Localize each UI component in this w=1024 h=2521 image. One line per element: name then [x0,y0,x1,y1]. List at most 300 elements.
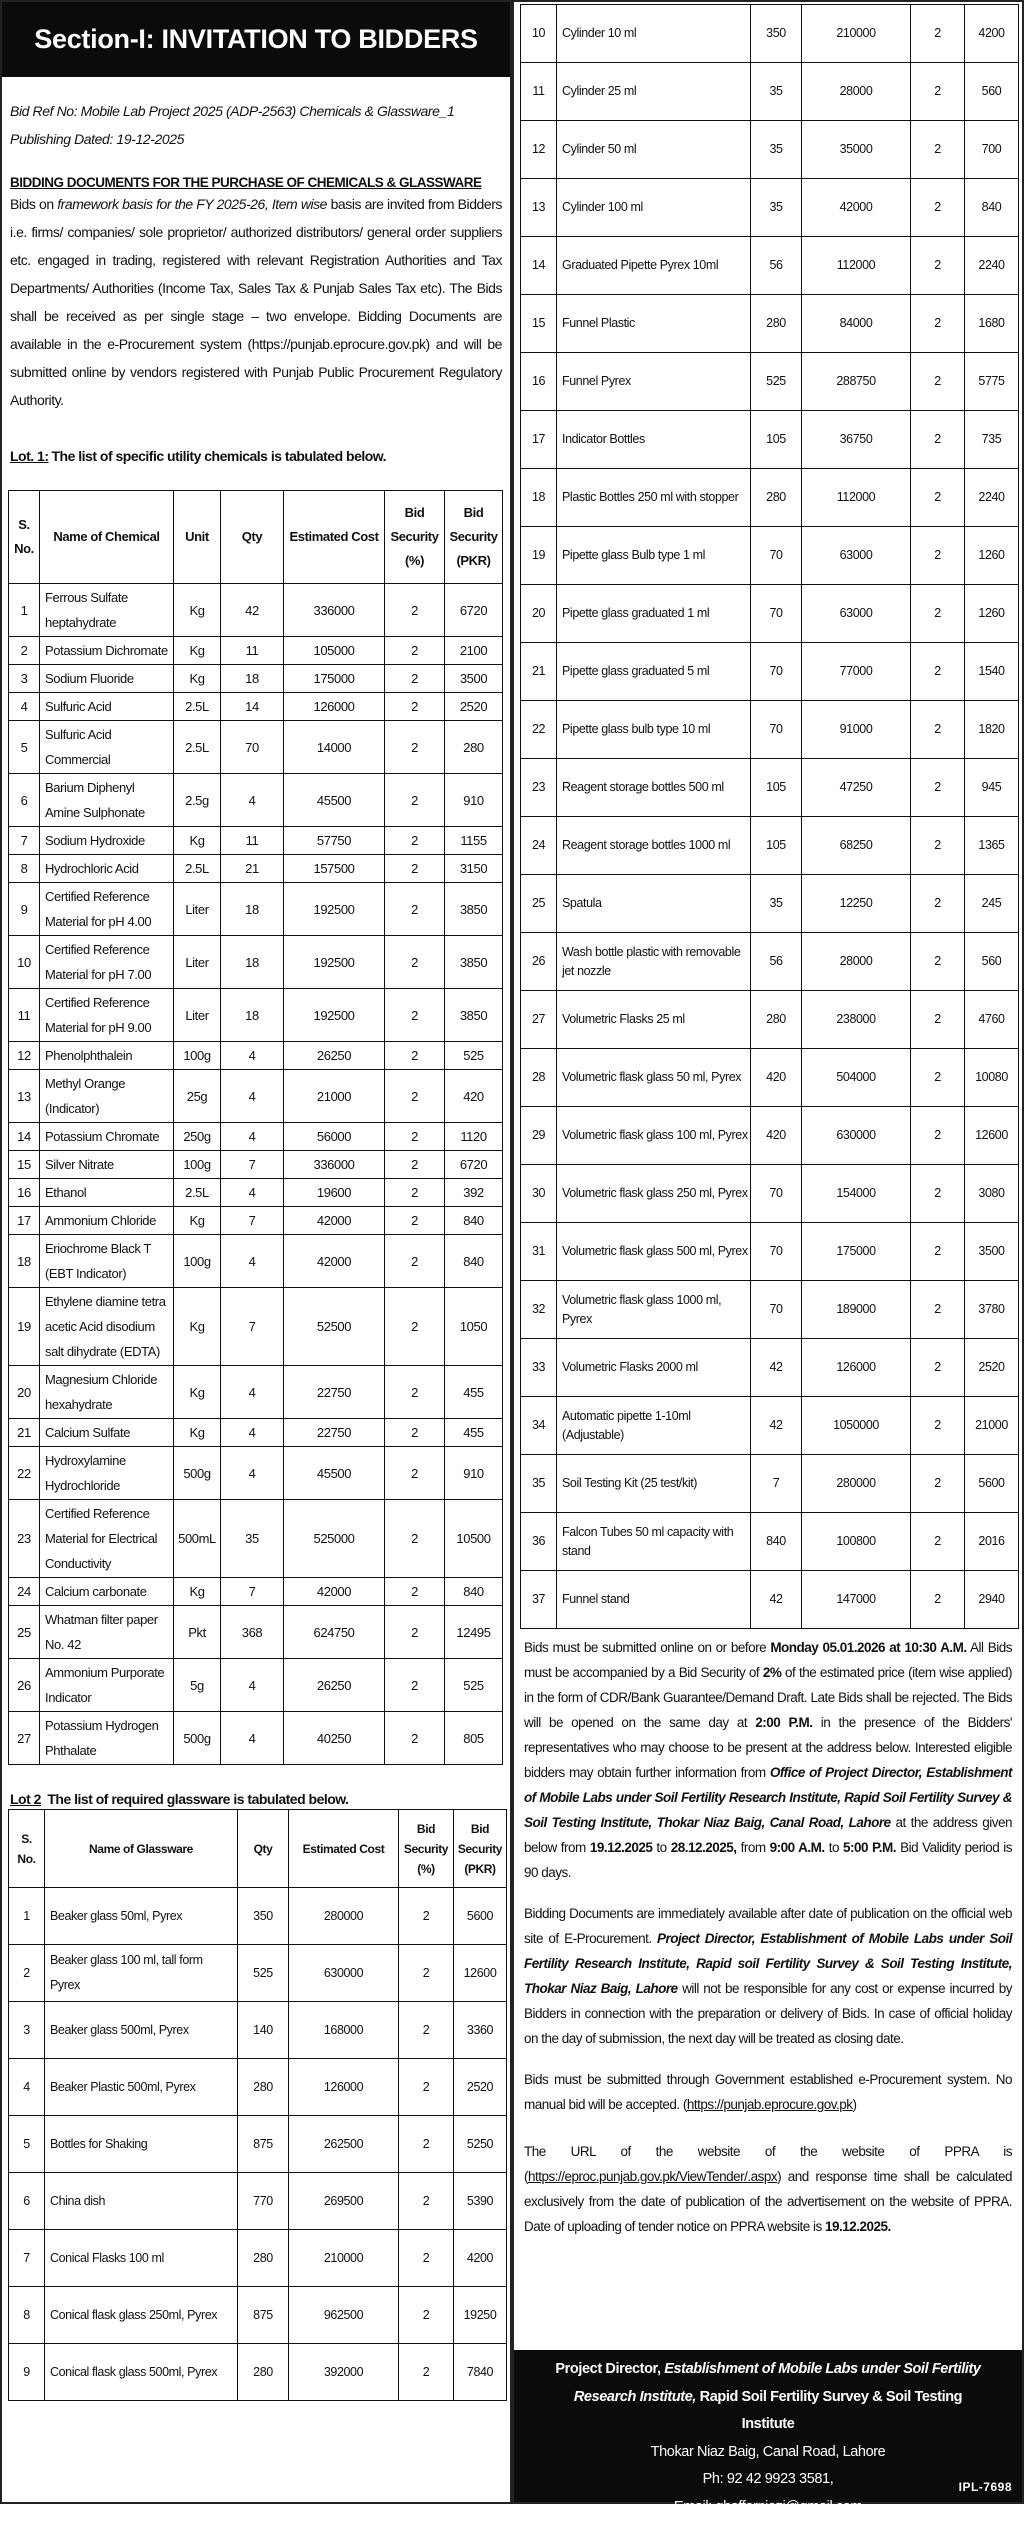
cell-qty: 525 [751,353,802,411]
cell-name: Funnel Pyrex [557,353,751,411]
cell-name: China dish [45,2173,238,2230]
table-row [521,527,1019,585]
cell-bid-security-pkr: 1050 [445,1288,503,1366]
cell-qty: 70 [221,721,284,774]
cell-estimated-cost: 192500 [284,989,385,1042]
text-segment: Monday 05.01.2026 at 10:30 A.M. [770,1640,966,1655]
cell-bid-security-percent: 2 [911,1049,965,1107]
cell-bid-security-pkr: 3850 [445,936,503,989]
cell-bid-security-pkr: 3360 [454,2002,507,2059]
cell-name: Volumetric flask glass 500 ml, Pyrex [557,1223,751,1281]
cell-qty: 70 [751,585,802,643]
cell-sno: 11 [9,989,40,1042]
cell-estimated-cost: 630000 [802,1107,911,1165]
cell-qty: 280 [238,2059,289,2116]
cell-estimated-cost: 84000 [802,295,911,353]
text-segment: Bids on [10,196,57,212]
cell-sno: 26 [521,933,557,991]
cell-bid-security-percent: 2 [399,2002,454,2059]
cell-bid-security-pkr: 1155 [445,827,503,855]
cell-name: Volumetric Flasks 2000 ml [557,1339,751,1397]
cell-bid-security-pkr: 2240 [965,237,1019,295]
cell-qty: 70 [751,527,802,585]
cell-sno: 26 [9,1659,40,1712]
cell-estimated-cost: 262500 [289,2116,399,2173]
table-row [9,989,503,1042]
cell-bid-security-percent: 2 [385,827,445,855]
cell-bid-security-percent: 2 [385,1578,445,1606]
cell-bid-security-pkr: 5250 [454,2116,507,2173]
cell-sno: 23 [9,1500,40,1578]
cell-bid-security-pkr: 6720 [445,1151,503,1179]
cell-sno: 22 [521,701,557,759]
cell-estimated-cost: 45500 [284,774,385,827]
cell-estimated-cost: 154000 [802,1165,911,1223]
cell-sno: 29 [521,1107,557,1165]
cell-bid-security-percent: 2 [911,121,965,179]
cell-qty: 350 [238,1888,289,1945]
cell-sno: 2 [9,637,40,665]
cell-unit: 500g [174,1447,221,1500]
table-row [521,817,1019,875]
table-row [521,1049,1019,1107]
cell-name: Cylinder 10 ml [557,5,751,63]
cell-bid-security-pkr: 1120 [445,1123,503,1151]
lot2-label [10,1791,502,1807]
cell-qty: 280 [238,2230,289,2287]
cell-sno: 8 [9,855,40,883]
cell-bid-security-pkr: 5775 [965,353,1019,411]
ad-code: IPL-7698 [959,2480,1012,2494]
cell-qty: 875 [238,2116,289,2173]
cell-name: Cylinder 50 ml [557,121,751,179]
cell-sno: 4 [9,2059,45,2116]
left-column [0,0,512,2504]
cell-sno: 14 [521,237,557,295]
cell-unit: 500mL [174,1500,221,1578]
cell-qty: 42 [751,1339,802,1397]
cell-sno: 12 [521,121,557,179]
cell-bid-security-percent: 2 [399,2287,454,2344]
cell-bid-security-percent: 2 [385,1123,445,1151]
cell-estimated-cost: 63000 [802,527,911,585]
cell-bid-security-percent: 2 [911,1165,965,1223]
cell-unit: 2.5L [174,721,221,774]
url-link[interactable]: https://punjab.eprocure.gov.pk [687,2097,853,2112]
cell-bid-security-pkr: 3850 [445,989,503,1042]
cell-qty: 35 [751,179,802,237]
table-row [9,584,503,637]
cell-estimated-cost: 175000 [284,665,385,693]
cell-qty: 18 [221,989,284,1042]
cell-bid-security-percent: 2 [911,875,965,933]
cell-bid-security-pkr: 420 [445,1070,503,1123]
column-header: Bid Security (%) [385,491,445,584]
e-procurement-note [514,2067,1022,2117]
table-row [9,774,503,827]
cell-estimated-cost: 147000 [802,1571,911,1629]
cell-name: Ammonium Chloride [40,1207,174,1235]
text-segment: Bidding Documents are immediately available after date of publication on the official web site of E-Procurement. [524,1906,1012,1946]
cell-qty: 7 [221,1578,284,1606]
cell-qty: 4 [221,1042,284,1070]
text-segment: to [652,1840,670,1855]
cell-estimated-cost: 19600 [284,1179,385,1207]
cell-bid-security-pkr: 5390 [454,2173,507,2230]
text-segment: from [737,1840,770,1855]
table-row [9,883,503,936]
cell-sno: 2 [9,1945,45,2002]
cell-estimated-cost: 189000 [802,1281,911,1339]
cell-bid-security-percent: 2 [911,1571,965,1629]
table-row [9,1235,503,1288]
cell-bid-security-percent: 2 [911,759,965,817]
cell-bid-security-percent: 2 [911,5,965,63]
cell-bid-security-pkr: 1260 [965,527,1019,585]
lot2-label-prefix: Lot 2 [10,1791,41,1807]
table-row [9,1042,503,1070]
cell-bid-security-pkr: 525 [445,1659,503,1712]
cell-bid-security-pkr: 12600 [965,1107,1019,1165]
text-segment: 2:00 P.M. [755,1715,812,1730]
cell-bid-security-percent: 2 [911,527,965,585]
cell-estimated-cost: 91000 [802,701,911,759]
table-row [521,643,1019,701]
cell-qty: 18 [221,936,284,989]
text-segment: Bids must be submitted online on or before [524,1640,770,1655]
cell-bid-security-pkr: 12600 [454,1945,507,2002]
cell-qty: 4 [221,1712,284,1765]
text-segment: Bid Validity period is 90 days. [524,1840,1012,1880]
table-header-row [9,1810,507,1888]
cell-sno: 24 [9,1578,40,1606]
cell-name: Eriochrome Black T (EBT Indicator) [40,1235,174,1288]
table-row [9,1659,503,1712]
cell-sno: 9 [9,2344,45,2401]
submission-terms [514,1635,1022,1885]
glassware-table-continued [520,4,1019,1629]
cell-qty: 105 [751,817,802,875]
cell-estimated-cost: 45500 [284,1447,385,1500]
cell-estimated-cost: 28000 [802,933,911,991]
cell-sno: 28 [521,1049,557,1107]
table-row [521,63,1019,121]
cell-sno: 7 [9,827,40,855]
section-heading: BIDDING DOCUMENTS FOR THE PURCHASE OF CHEMICALS & GLASSWARE [10,175,502,190]
cell-name: Funnel Plastic [557,295,751,353]
table-row [9,1606,503,1659]
cell-qty: 7 [221,1151,284,1179]
cell-bid-security-percent: 2 [911,701,965,759]
cell-bid-security-pkr: 3850 [445,883,503,936]
cell-bid-security-pkr: 3500 [445,665,503,693]
cell-name: Ethanol [40,1179,174,1207]
cell-bid-security-pkr: 2520 [454,2059,507,2116]
footer-office [514,2356,1022,2439]
cell-estimated-cost: 42000 [284,1207,385,1235]
table-row [521,701,1019,759]
cell-sno: 6 [9,774,40,827]
cell-name: Volumetric flask glass 250 ml, Pyrex [557,1165,751,1223]
table-row [9,2344,507,2401]
cell-bid-security-percent: 2 [385,584,445,637]
cell-unit: 100g [174,1235,221,1288]
table-row [9,1288,503,1366]
cell-name: Phenolphthalein [40,1042,174,1070]
cell-qty: 18 [221,883,284,936]
footer-phone: Ph: 92 42 9923 3581, [514,2466,1022,2494]
footer-email-line [674,2494,862,2521]
cell-qty: 4 [221,774,284,827]
cell-sno: 16 [9,1179,40,1207]
cell-qty: 4 [221,1366,284,1419]
cell-unit: Kg [174,1207,221,1235]
table-header-row [9,491,503,584]
cell-estimated-cost: 22750 [284,1366,385,1419]
cell-qty: 70 [751,1165,802,1223]
cell-bid-security-pkr: 2520 [965,1339,1019,1397]
cell-qty: 4 [221,1235,284,1288]
cell-estimated-cost: 100800 [802,1513,911,1571]
url-link[interactable]: https://eproc.punjab.gov.pk/ViewTender/.aspx [528,2169,777,2184]
table-row [521,295,1019,353]
cell-bid-security-pkr: 1260 [965,585,1019,643]
table-row [9,1366,503,1419]
cell-bid-security-percent: 2 [385,1070,445,1123]
cell-estimated-cost: 68250 [802,817,911,875]
cell-unit: Liter [174,989,221,1042]
cell-unit: 2.5L [174,855,221,883]
cell-name: Pipette glass Bulb type 1 ml [557,527,751,585]
cell-sno: 24 [521,817,557,875]
cell-bid-security-percent: 2 [911,585,965,643]
text-segment: of the estimated price (item wise applied) in the form of CDR/Bank Guarantee/Demand Draft. Late Bids shall be rejected. The Bids will be opened on the same day at [524,1665,1012,1730]
cell-estimated-cost: 624750 [284,1606,385,1659]
cell-name: Sulfuric Acid Commercial [40,721,174,774]
cell-estimated-cost: 168000 [289,2002,399,2059]
cell-bid-security-pkr: 5600 [965,1455,1019,1513]
table-row [9,1888,507,1945]
cell-estimated-cost: 962500 [289,2287,399,2344]
cell-sno: 6 [9,2173,45,2230]
cell-name: Ammonium Purporate Indicator [40,1659,174,1712]
text-segment: Office of Project Director, Establishment of Mobile Labs under Soil Fertility Research Institute, Rapid Soil Fertility Survey & Soil Testing Institute, Thokar Niaz Baig, Canal Road, Lahore [524,1765,1012,1830]
cell-qty: 11 [221,637,284,665]
email-link[interactable]: ghaffarniazi@gmail.com [715,2499,862,2515]
cell-unit: Liter [174,936,221,989]
cell-name: Beaker glass 100 ml, tall form Pyrex [45,1945,238,2002]
cell-sno: 1 [9,584,40,637]
cell-bid-security-pkr: 560 [965,63,1019,121]
table-row [9,855,503,883]
cell-sno: 27 [521,991,557,1049]
cell-name: Silver Nitrate [40,1151,174,1179]
cell-bid-security-pkr: 2240 [965,469,1019,527]
table-row [521,1571,1019,1629]
cell-unit: 500g [174,1712,221,1765]
bid-ref: Bid Ref No: Mobile Lab Project 2025 (ADP-2563) Chemicals & Glassware_1 [10,97,502,125]
cell-unit: 25g [174,1070,221,1123]
cell-qty: 21 [221,855,284,883]
cell-name: Sulfuric Acid [40,693,174,721]
cell-name: Beaker glass 50ml, Pyrex [45,1888,238,1945]
table-row [9,1447,503,1500]
chemicals-table [8,490,503,1765]
cell-qty: 35 [751,875,802,933]
cell-name: Plastic Bottles 250 ml with stopper [557,469,751,527]
text-segment: to [825,1840,843,1855]
cell-name: Barium Diphenyl Amine Sulphonate [40,774,174,827]
cell-sno: 5 [9,721,40,774]
cell-bid-security-percent: 2 [385,1151,445,1179]
cell-name: Hydroxylamine Hydrochloride [40,1447,174,1500]
cell-bid-security-pkr: 245 [965,875,1019,933]
cell-sno: 19 [9,1288,40,1366]
table-row [9,2173,507,2230]
cell-unit: 5g [174,1659,221,1712]
cell-qty: 7 [751,1455,802,1513]
column-header: Bid Security (PKR) [445,491,503,584]
cell-name: Potassium Chromate [40,1123,174,1151]
cell-bid-security-percent: 2 [385,693,445,721]
table-row [521,875,1019,933]
cell-bid-security-pkr: 1365 [965,817,1019,875]
cell-sno: 20 [521,585,557,643]
lot1-label [10,448,502,464]
cell-bid-security-pkr: 280 [445,721,503,774]
cell-bid-security-pkr: 7840 [454,2344,507,2401]
column-header: Qty [221,491,284,584]
ppra-note [514,2139,1022,2239]
cell-bid-security-percent: 2 [911,1339,965,1397]
cell-bid-security-percent: 2 [399,1888,454,1945]
cell-sno: 36 [521,1513,557,1571]
cell-bid-security-percent: 2 [911,1223,965,1281]
lot1-label-prefix: Lot. 1: [10,448,49,464]
table-row [521,469,1019,527]
cell-estimated-cost: 52500 [284,1288,385,1366]
cell-bid-security-percent: 2 [385,883,445,936]
cell-name: Certified Reference Material for Electrical Conductivity [40,1500,174,1578]
cell-bid-security-pkr: 392 [445,1179,503,1207]
cell-sno: 21 [521,643,557,701]
cell-estimated-cost: 21000 [284,1070,385,1123]
table-row [521,1455,1019,1513]
cell-name: Volumetric flask glass 1000 ml, Pyrex [557,1281,751,1339]
cell-unit: 2.5L [174,693,221,721]
cell-name: Ethylene diamine tetra acetic Acid disodium salt dihydrate (EDTA) [40,1288,174,1366]
cell-estimated-cost: 105000 [284,637,385,665]
cell-qty: 70 [751,1223,802,1281]
column-header: Bid Security (%) [399,1810,454,1888]
cell-bid-security-percent: 2 [911,1107,965,1165]
cell-bid-security-pkr: 12495 [445,1606,503,1659]
column-header: Qty [238,1810,289,1888]
cell-bid-security-pkr: 840 [965,179,1019,237]
cell-qty: 420 [751,1049,802,1107]
cell-estimated-cost: 269500 [289,2173,399,2230]
cell-name: Reagent storage bottles 1000 ml [557,817,751,875]
table-row [521,1397,1019,1455]
cell-sno: 17 [9,1207,40,1235]
cell-estimated-cost: 288750 [802,353,911,411]
cell-sno: 12 [9,1042,40,1070]
cell-sno: 18 [521,469,557,527]
table-row [521,1165,1019,1223]
cell-estimated-cost: 26250 [284,1659,385,1712]
table-row [521,1281,1019,1339]
cell-qty: 4 [221,1447,284,1500]
text-segment: at the address given below from [524,1815,1012,1855]
cell-name: Cylinder 25 ml [557,63,751,121]
cell-bid-security-pkr: 2016 [965,1513,1019,1571]
cell-bid-security-pkr: 6720 [445,584,503,637]
publishing-date: Publishing Dated: 19-12-2025 [10,125,502,153]
cell-sno: 37 [521,1571,557,1629]
cell-qty: 4 [221,1179,284,1207]
text-segment: basis are invited from Bidders i.e. firms/ companies/ sole proprietor/ authorized distributors/ general order suppliers etc. engaged in trading, registered with relevant Registration Authorities and Tax Departments/ Authorities (Income Tax, Sales Tax & Punjab Sales Tax etc). The Bids shall be received as per single stage – two envelope. Bidding Documents are available in the e-Procurement system (https://punjab.eprocure.gov.pk) and will be submitted online by vendors registered with Punjab Public Procurement Regulatory Authority. [10,196,502,408]
cell-sno: 8 [9,2287,45,2344]
cell-sno: 15 [9,1151,40,1179]
cell-bid-security-percent: 2 [385,1288,445,1366]
cell-name: Ferrous Sulfate heptahydrate [40,584,174,637]
cell-bid-security-pkr: 19250 [454,2287,507,2344]
text-segment: Project Director, Establishment of Mobile Labs under Soil Fertility Research Institute, Rapid soil Fertility Survey & Soil Testing Institute, Thokar Niaz Baig, Lahore [524,1931,1012,1996]
table-row [9,2116,507,2173]
cell-unit: Kg [174,827,221,855]
bid-meta [2,77,510,153]
cell-sno: 5 [9,2116,45,2173]
cell-qty: 35 [751,121,802,179]
cell-bid-security-pkr: 2940 [965,1571,1019,1629]
cell-bid-security-pkr: 3500 [965,1223,1019,1281]
table-row [9,1500,503,1578]
cell-unit: Kg [174,584,221,637]
cell-bid-security-pkr: 840 [445,1235,503,1288]
cell-unit: 250g [174,1123,221,1151]
cell-estimated-cost: 36750 [802,411,911,469]
cell-bid-security-percent: 2 [385,1659,445,1712]
cell-bid-security-percent: 2 [911,353,965,411]
cell-bid-security-pkr: 1820 [965,701,1019,759]
cell-bid-security-percent: 2 [385,721,445,774]
cell-qty: 4 [221,1419,284,1447]
cell-name: Indicator Bottles [557,411,751,469]
cell-sno: 33 [521,1339,557,1397]
column-header: Name of Chemical [40,491,174,584]
cell-qty: 18 [221,665,284,693]
cell-bid-security-percent: 2 [385,1207,445,1235]
cell-bid-security-percent: 2 [399,2116,454,2173]
cell-name: Sodium Hydroxide [40,827,174,855]
cell-sno: 21 [9,1419,40,1447]
cell-bid-security-percent: 2 [385,1500,445,1578]
cell-sno: 9 [9,883,40,936]
cell-bid-security-pkr: 3150 [445,855,503,883]
cell-estimated-cost: 47250 [802,759,911,817]
column-header: Estimated Cost [284,491,385,584]
cell-name: Conical flask glass 250ml, Pyrex [45,2287,238,2344]
cell-sno: 31 [521,1223,557,1281]
cell-name: Methyl Orange (Indicator) [40,1070,174,1123]
cell-sno: 19 [521,527,557,585]
table-row [9,1578,503,1606]
cell-estimated-cost: 14000 [284,721,385,774]
cell-sno: 18 [9,1235,40,1288]
cell-qty: 525 [238,1945,289,2002]
text-segment: All Bids must be accompanied by a Bid Security of [524,1640,1012,1680]
cell-sno: 35 [521,1455,557,1513]
